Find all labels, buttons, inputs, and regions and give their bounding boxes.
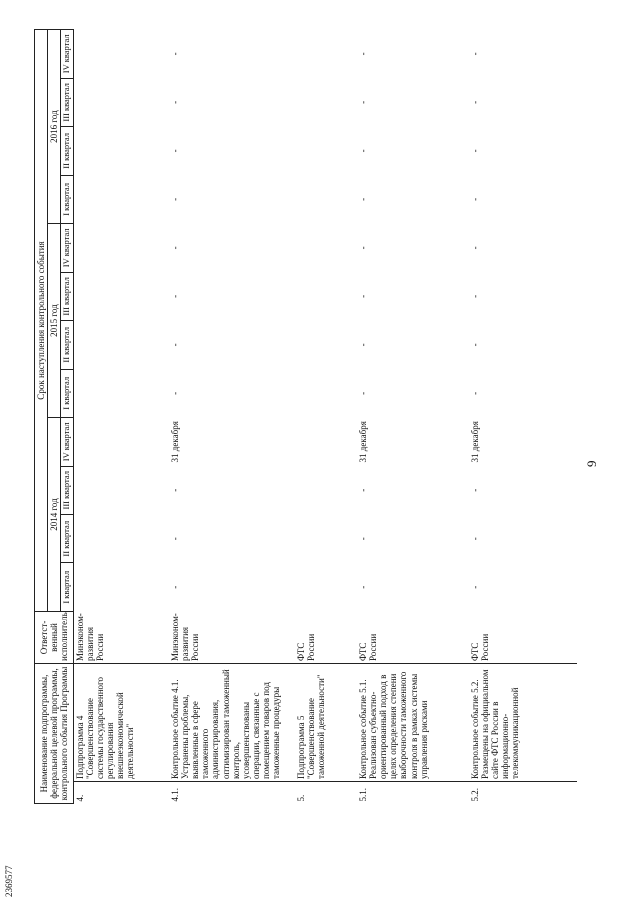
row-term-cell: - [170, 149, 181, 153]
row-responsible: ФТС России [296, 633, 317, 661]
header-q1: I квартал [61, 563, 74, 611]
row-term-cell: - [170, 537, 181, 541]
row-term-cell: - [470, 149, 481, 153]
row-number: 5.2. [470, 788, 481, 802]
row-term-cell: - [358, 488, 369, 492]
row-term-cell [295, 127, 357, 175]
row-term-cell: - [358, 52, 369, 56]
row-term-cell: - [358, 343, 369, 347]
row-term-cell: - [358, 149, 369, 153]
row-term-cell [295, 175, 357, 223]
row-term-cell: - [170, 585, 181, 589]
row-name: Контрольное событие 5.2. Размещены на официальном сайте ФТС России в информационно-телекоммуникационной [469, 663, 577, 781]
row-term-cell: - [358, 391, 369, 395]
row-number: 4.1. [170, 788, 181, 802]
row-term-cell: - [470, 246, 481, 250]
row-term-cell: - [170, 197, 181, 201]
table-row [169, 30, 295, 804]
row-term-cell: - [170, 391, 181, 395]
header-q3: III квартал [61, 466, 74, 514]
header-q3: III квартал [61, 272, 74, 320]
row-term-cell: 31 декабря [170, 421, 181, 463]
row-term-cell [295, 78, 357, 126]
row-term-cell: - [170, 343, 181, 347]
row-term-cell: - [358, 294, 369, 298]
row-term-cell [295, 30, 357, 79]
row-term-cell [295, 321, 357, 369]
row-term-cell: - [358, 246, 369, 250]
row-term-cell: - [470, 488, 481, 492]
row-term-cell: 31 декабря [358, 421, 369, 463]
row-term-cell: - [170, 246, 181, 250]
row-term-cell: - [358, 585, 369, 589]
row-term-cell [295, 272, 357, 320]
row-term-cell [295, 515, 357, 563]
header-q2: II квартал [61, 515, 74, 563]
row-term-cell: - [170, 52, 181, 56]
table-row [357, 30, 469, 804]
row-term-cell: - [470, 100, 481, 104]
table-row [73, 30, 169, 804]
row-term-cell [73, 30, 169, 79]
header-year-2014: 2014 год [48, 418, 61, 612]
row-responsible: ФТС России [358, 633, 379, 661]
row-term-cell [295, 563, 357, 611]
header-q2: II квартал [61, 127, 74, 175]
header-name: Наименование подпрограммы, федеральной целевой программы, контрольного события Программы [35, 663, 74, 803]
header-q1: I квартал [61, 175, 74, 223]
table-row [469, 30, 577, 804]
row-term-cell: - [170, 294, 181, 298]
row-term-cell [73, 418, 169, 466]
row-term-cell [73, 466, 169, 514]
row-term-cell: - [470, 391, 481, 395]
header-year-2015: 2015 год [48, 224, 61, 418]
row-term-cell [295, 418, 357, 466]
row-responsible: Минэконом-развития России [74, 613, 105, 661]
header-q4: IV квартал [61, 224, 74, 272]
header-q2: II квартал [61, 321, 74, 369]
header-q1: I квартал [61, 369, 74, 417]
row-name: Контрольное событие 5.1. Реализован субъектно-ориентированный подход в целях определения степени выборочности таможенного контроля в рамках системы управления рисками [357, 663, 469, 781]
row-term-cell: - [470, 197, 481, 201]
row-name: Подпрограмма 5 "Совершенствование таможенной деятельности" [295, 663, 357, 781]
header-term: Срок наступления контрольного события [35, 30, 48, 612]
header-q3: III квартал [61, 78, 74, 126]
document-id: 2369577 [4, 865, 14, 897]
row-term-cell [73, 224, 169, 272]
page-number: 9 [584, 460, 599, 467]
table-row [295, 30, 357, 804]
row-term-cell: - [470, 294, 481, 298]
row-responsible: Минэконом-развития России [170, 613, 201, 661]
row-number: 5.1. [358, 788, 369, 802]
row-term-cell: - [470, 52, 481, 56]
row-term-cell [73, 515, 169, 563]
row-term-cell: - [358, 537, 369, 541]
row-term-cell [73, 369, 169, 417]
row-name: Контрольное событие 4.1. Устранены проблемы, выявленные в сфере таможенного администрирования, оптимизирован таможенный контроль, усовершенствованы операции, связанные с помещением товаров под таможенные процедуры [169, 663, 295, 781]
row-name: Подпрограмма 4 "Совершенствование системы государственного регулирования внешнеэкономической деятельности" [73, 663, 169, 781]
row-term-cell [73, 78, 169, 126]
row-number: 5. [296, 794, 307, 802]
row-term-cell: - [470, 585, 481, 589]
row-term-cell: - [170, 100, 181, 104]
header-q4: IV квартал [61, 418, 74, 466]
row-term-cell [73, 272, 169, 320]
row-term-cell [295, 224, 357, 272]
row-term-cell [73, 563, 169, 611]
control-events-table [34, 29, 577, 804]
row-term-cell [295, 369, 357, 417]
header-responsible: Ответст-венный исполнитель [35, 611, 74, 663]
row-term-cell [73, 321, 169, 369]
row-term-cell: 31 декабря [470, 421, 481, 463]
row-term-cell [73, 127, 169, 175]
row-term-cell: - [170, 488, 181, 492]
header-year-2016: 2016 год [48, 30, 61, 224]
row-term-cell: - [358, 100, 369, 104]
header-q4: IV квартал [61, 30, 74, 79]
row-term-cell: - [358, 197, 369, 201]
row-term-cell: - [470, 343, 481, 347]
row-responsible: ФТС России [470, 633, 491, 661]
row-number: 4. [74, 794, 85, 802]
row-term-cell [73, 175, 169, 223]
row-term-cell: - [470, 537, 481, 541]
row-term-cell [295, 466, 357, 514]
